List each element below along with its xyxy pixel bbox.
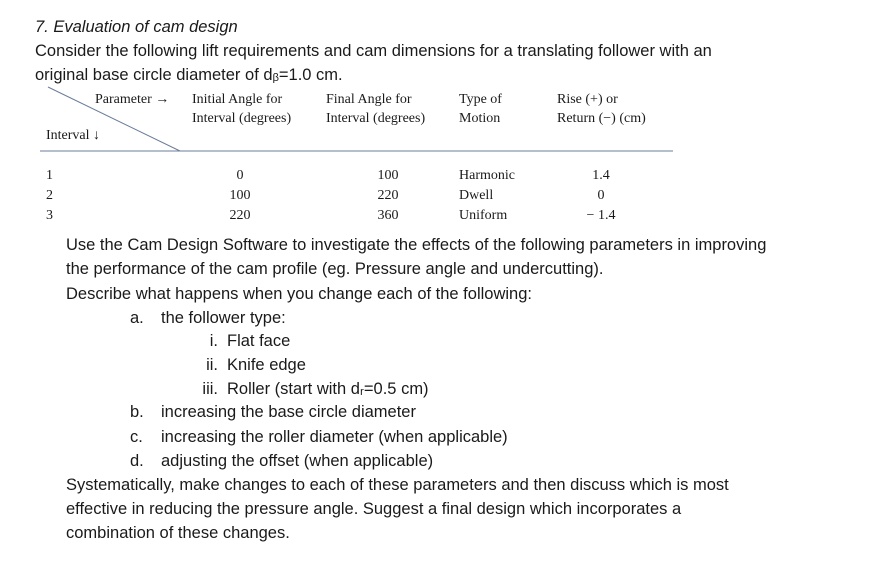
list-a-iii-marker: iii. [202, 380, 218, 398]
intro-line-2: original base circle diameter of dᵦ=1.0 cm. [35, 66, 343, 84]
header-initial-2: Interval (degrees) [192, 111, 292, 126]
row-1-motion: Harmonic [459, 168, 515, 183]
list-c-marker: c. [130, 428, 143, 446]
list-a-i-text: Flat face [227, 332, 291, 350]
row-1-final: 100 [377, 168, 399, 183]
row-3-motion: Uniform [459, 208, 508, 223]
row-3-interval: 3 [46, 208, 53, 223]
row-3-final: 360 [377, 208, 399, 223]
row-3-initial: 220 [229, 208, 251, 223]
list-b-marker: b. [130, 403, 144, 421]
closing-line-3: combination of these changes. [66, 524, 290, 542]
list-a-i-marker: i. [209, 332, 218, 350]
row-2-rise: 0 [597, 188, 605, 203]
row-1-rise: 1.4 [592, 168, 610, 183]
row-2-motion: Dwell [459, 188, 494, 203]
instruction-line-1: Use the Cam Design Software to investigate the effects of the following parameters in improving [66, 236, 767, 254]
row-2-interval: 2 [46, 188, 53, 203]
header-initial-1: Initial Angle for [192, 92, 283, 107]
corner-interval-label: Interval ↓ [46, 128, 101, 143]
header-final-2: Interval (degrees) [326, 111, 426, 126]
closing-line-1: Systematically, make changes to each of these parameters and then discuss which is most [66, 476, 729, 494]
header-final-1: Final Angle for [326, 92, 412, 107]
header-rise-1: Rise (+) or [557, 92, 618, 107]
header-motion-2: Motion [459, 111, 501, 126]
closing-line-2: effective in reducing the pressure angle. Suggest a final design which incorporates a [66, 500, 682, 518]
list-a-iii-text: Roller (start with dᵣ=0.5 cm) [227, 380, 429, 398]
intro-line-1: Consider the following lift requirements and cam dimensions for a translating follower with an [35, 42, 712, 60]
list-a-text: the follower type: [161, 309, 286, 327]
list-d-marker: d. [130, 452, 144, 470]
row-3-rise: − 1.4 [586, 208, 616, 223]
list-a-ii-text: Knife edge [227, 356, 306, 374]
row-1-interval: 1 [46, 168, 53, 183]
list-b-text: increasing the base circle diameter [161, 403, 416, 421]
row-2-final: 220 [377, 188, 399, 203]
row-2-initial: 100 [229, 188, 251, 203]
corner-parameter-label: Parameter → [95, 92, 170, 107]
instruction-line-2: the performance of the cam profile (eg. Pressure angle and undercutting). [66, 260, 604, 278]
section-heading: 7. Evaluation of cam design [35, 18, 238, 36]
row-1-initial: 0 [236, 168, 244, 183]
list-a-marker: a. [130, 309, 144, 327]
header-rise-2: Return (−) (cm) [557, 111, 646, 126]
header-motion-1: Type of [459, 92, 502, 107]
list-a-ii-marker: ii. [206, 356, 218, 374]
list-c-text: increasing the roller diameter (when applicable) [161, 428, 508, 446]
instruction-line-3: Describe what happens when you change each of the following: [66, 285, 532, 303]
list-d-text: adjusting the offset (when applicable) [161, 452, 434, 470]
